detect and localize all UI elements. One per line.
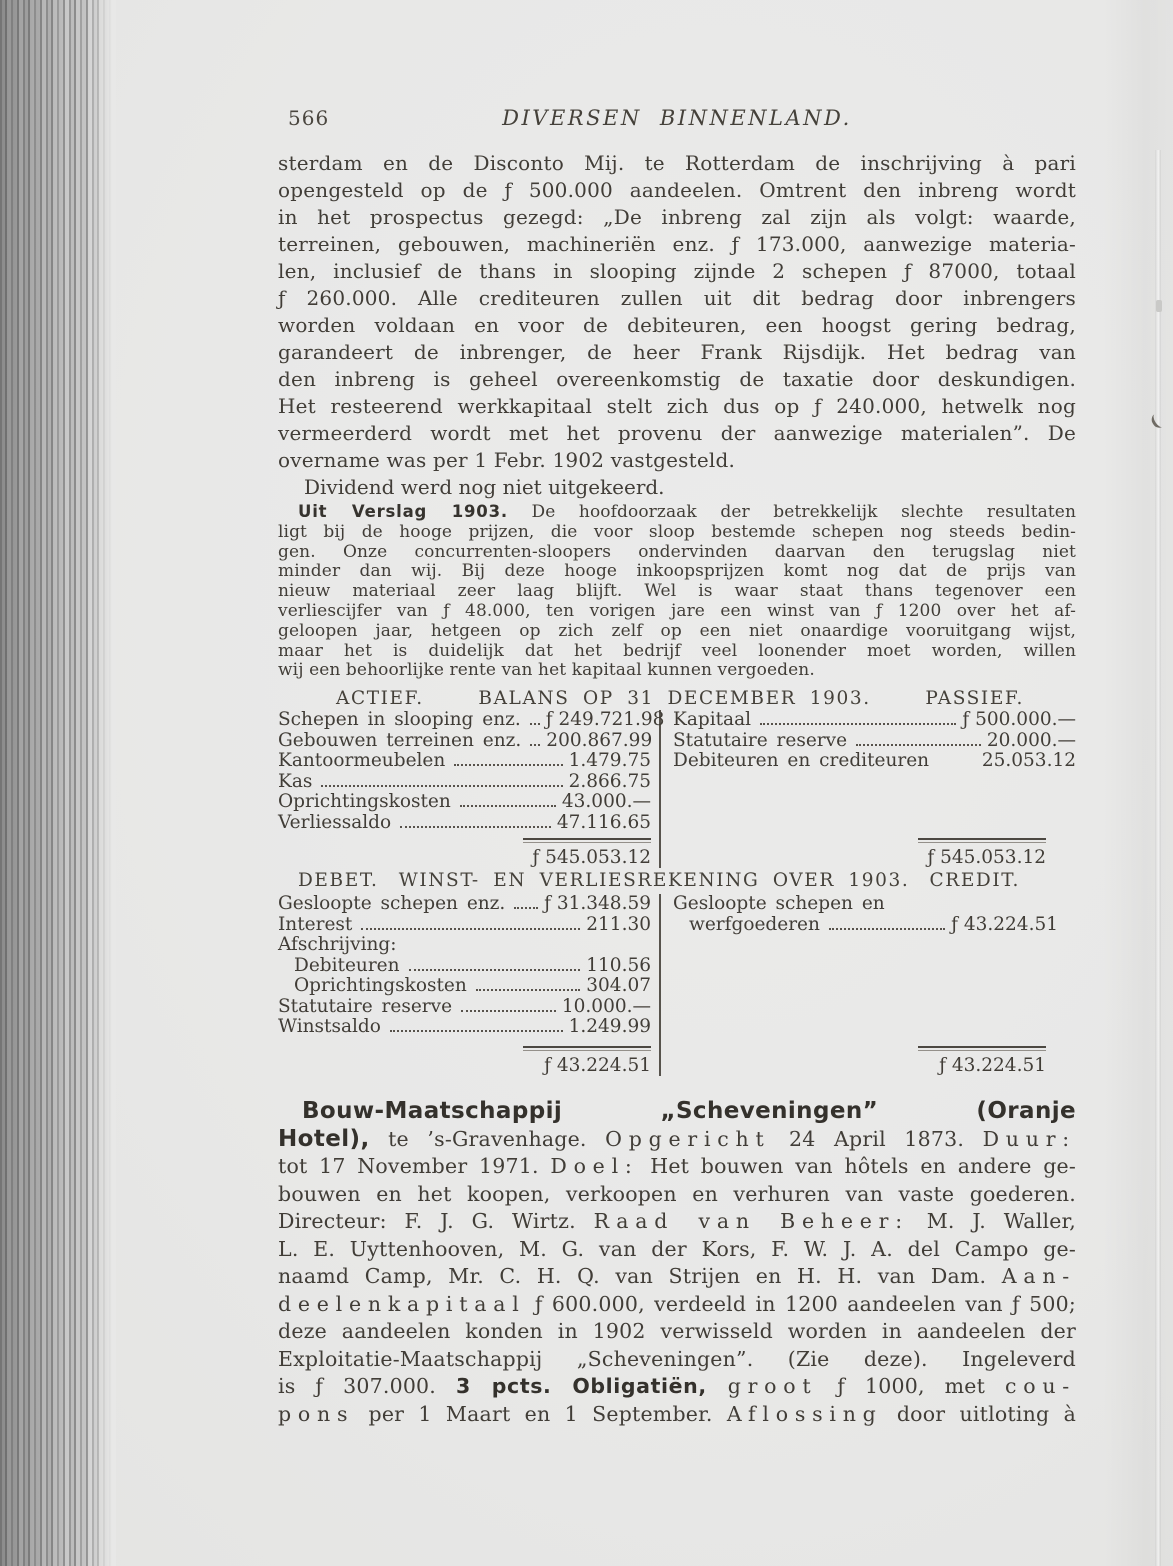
- company-article: [278, 1098, 1076, 1428]
- paragraph-line: vermeerderd wordt met het provenu der aanwezige materialen”. De: [278, 421, 1076, 445]
- leader-dots: [514, 907, 538, 909]
- article-text: te ’s-Gravenhage.: [369, 1126, 606, 1151]
- table-row: [673, 710, 1076, 731]
- leader-dots: [361, 928, 580, 930]
- total-rule: [523, 1046, 651, 1051]
- total-amount: ƒ 43.224.51: [544, 1054, 651, 1076]
- article-line: [278, 1291, 1076, 1319]
- article-line: [278, 1401, 1076, 1429]
- balance-sheet-header: [278, 688, 1076, 709]
- leader-dots: [530, 744, 540, 746]
- article-text: tot 17 November 1971.: [278, 1154, 551, 1178]
- bond-term-bold: 3 pcts. Obligatiën,: [455, 1374, 728, 1398]
- article-line: [278, 1263, 1076, 1291]
- profit-loss-title: WINST- EN VERLIESREKENING OVER 1903.: [398, 870, 910, 891]
- row-amount: 304.07: [586, 975, 651, 996]
- row-label: Debiteuren en crediteuren: [673, 750, 930, 771]
- paragraph-line: ƒ 260.000. Alle crediteuren zullen uit dit bedrag door inbrengers: [278, 286, 1076, 310]
- row-label: Gesloopte schepen enz.: [278, 893, 506, 914]
- row-amount: 200.867.99: [546, 729, 653, 751]
- table-row: [673, 915, 1076, 936]
- annual-report-excerpt: [278, 502, 1076, 681]
- report-line: nieuw materiaal zeer laag blijft. Wel is waar staat thans tegenover een: [278, 581, 1076, 602]
- row-label: Debiteuren: [294, 954, 400, 976]
- passief-label: PASSIEF.: [925, 688, 1024, 709]
- total-amount: ƒ 43.224.51: [939, 1054, 1046, 1076]
- total-amount: ƒ 545.053.12: [532, 846, 651, 868]
- article-text: Het bouwen van hôtels en andere ge-: [638, 1154, 1076, 1178]
- report-line: minder dan wij. Bij deze hooge inkoopsprijzen komt nog dat de prijs van: [278, 561, 1076, 582]
- paragraph-line: overname was per 1 Febr. 1902 vastgesteld.: [278, 448, 736, 472]
- article-text: ƒ 600.000, verdeeld in 1200 aandeelen van ƒ 500;: [525, 1291, 1076, 1316]
- row-label: Statutaire reserve: [278, 995, 453, 1017]
- table-row: [278, 709, 665, 731]
- report-line: wij een behoorlijke rente van het kapitaal kunnen vergoeden.: [278, 660, 815, 681]
- report-lead: Uit Verslag 1903.: [298, 502, 508, 521]
- leader-dots: [321, 785, 562, 787]
- row-amount: 43.000.—: [561, 791, 651, 812]
- profit-loss-table: [278, 894, 1076, 1076]
- article-line: deze aandeelen konden in 1902 verwisseld worden in aandeelen der: [278, 1319, 1076, 1343]
- row-amount: ƒ 43.224.51: [951, 913, 1058, 935]
- leader-dots: [829, 928, 945, 930]
- spaced-term: Doel:: [550, 1154, 639, 1178]
- report-line: geloopen jaar, hetgeen op zich zelf op een niet onaardige vooruitgang wijst,: [278, 620, 1076, 641]
- spaced-term: Aflossing: [726, 1401, 883, 1426]
- row-label: werfgoederen: [689, 913, 820, 935]
- company-heading-line: [278, 1098, 1076, 1126]
- leader-dots: [856, 744, 981, 746]
- debet-label: DEBET.: [298, 870, 379, 891]
- article-line: [278, 1153, 1076, 1181]
- paragraph-line: garandeert de inbrenger, de heer Frank Rijsdijk. Het bedrag van: [278, 340, 1076, 364]
- row-label: Afschrijving:: [278, 934, 397, 955]
- running-title: DIVERSEN BINNENLAND.: [502, 106, 852, 130]
- total-amount: ƒ 545.053.12: [927, 846, 1046, 868]
- report-text: De hoofdoorzaak der betrekkelijk slechte resultaten: [507, 502, 1077, 522]
- article-line: bouwen en het koopen, verkoopen en verhuren van vaste goederen.: [278, 1181, 1076, 1206]
- total-rule: [523, 838, 651, 843]
- leader-dots: [461, 1010, 556, 1012]
- row-amount: 211.30: [586, 913, 651, 935]
- leader-dots: [760, 723, 956, 725]
- leader-dots: [476, 989, 580, 991]
- row-label: Winstsaldo: [278, 1016, 381, 1037]
- leader-dots: [530, 723, 540, 725]
- paragraph-line: terreinen, gebouwen, machineriën enz. ƒ 173.000, aanwezige materia-: [278, 232, 1076, 256]
- leader-dots: [400, 826, 551, 828]
- row-amount: 1.249.99: [568, 1016, 651, 1037]
- article-text: per 1 Maart en 1 September.: [354, 1401, 727, 1426]
- dividend-note: Dividend werd nog niet uitgekeerd.: [304, 475, 665, 499]
- body-paragraph: [278, 150, 1076, 474]
- article-line: [278, 1208, 1076, 1236]
- table-row: [673, 731, 1076, 752]
- profit-loss-header: [278, 870, 1076, 891]
- actief-total-block: [278, 834, 651, 869]
- paragraph-line: in het prospectus gezegd: „De inbreng zal zijn als volgt: waarde,: [278, 205, 1076, 229]
- report-line: ligt bij de hooge prijzen, die voor sloop bestemde schepen nog steeds bedin-: [278, 521, 1076, 542]
- article-text: Directeur: F. J. G. Wirtz.: [278, 1209, 594, 1233]
- passief-total-block: [673, 834, 1076, 869]
- row-label: Schepen in slooping enz.: [278, 709, 521, 730]
- article-line: [278, 1126, 1076, 1154]
- company-name-bold: Bouw-Maatschappij „Scheveningen” (Oranje: [302, 1098, 1076, 1124]
- row-label: Verliessaldo: [278, 811, 392, 833]
- paragraph-line: worden voldaan en voor de debiteuren, een hoogst gering bedrag,: [278, 313, 1076, 337]
- table-row: [278, 772, 651, 793]
- page-edge-line: [1155, 150, 1161, 1566]
- spaced-term: Opgericht: [605, 1126, 771, 1151]
- paragraph-line: len, inclusief de thans in slooping zijnde 2 schepen ƒ 87000, totaal: [278, 259, 1076, 283]
- row-amount: 47.116.65: [556, 811, 651, 833]
- row-label: Gebouwen terreinen enz.: [278, 729, 522, 751]
- row-label: Kas: [278, 770, 313, 792]
- table-row: [278, 935, 651, 956]
- row-amount: 2.866.75: [568, 770, 651, 792]
- row-amount: ƒ 249.721.98: [545, 709, 665, 730]
- table-row: [278, 731, 651, 752]
- passief-column: [661, 710, 1076, 868]
- report-line: [278, 502, 1076, 523]
- table-row: [673, 751, 1076, 772]
- actief-label: ACTIEF.: [336, 688, 424, 709]
- paragraph-line: Het resteerend werkkapitaal stelt zich dus op ƒ 240.000, hetwelk nog: [278, 394, 1076, 418]
- table-row: [278, 751, 651, 772]
- table-row: [278, 997, 651, 1018]
- table-row: [278, 894, 651, 915]
- row-label: Interest: [278, 913, 353, 935]
- spaced-term: cou-: [1004, 1374, 1076, 1398]
- table-row: [278, 792, 651, 813]
- report-line: maar het is duidelijk dat het bedrijf veel loonender moet worden, willen: [278, 640, 1076, 661]
- book-binding-gutter: [0, 0, 116, 1566]
- article-text: 24 April 1873.: [770, 1126, 983, 1151]
- spaced-term: pons: [278, 1401, 355, 1426]
- table-row: [278, 813, 651, 834]
- row-label: Kapitaal: [673, 709, 752, 730]
- total-rule: [918, 838, 1046, 843]
- report-line: gen. Onze concurrenten-sloopers ondervinden daarvan den terugslag niet: [278, 541, 1076, 562]
- spaced-term: groot: [727, 1374, 818, 1398]
- article-text: is ƒ 307.000.: [278, 1374, 456, 1398]
- article-line: [278, 1373, 1076, 1401]
- table-row: [278, 956, 651, 977]
- total-rule: [918, 1046, 1046, 1051]
- spaced-term: deelenkapitaal: [278, 1291, 526, 1316]
- company-name-bold: Hotel),: [278, 1125, 370, 1152]
- row-amount: 1.479.75: [568, 750, 651, 771]
- paragraph-line: sterdam en de Disconto Mij. te Rotterdam de inschrijving à pari: [278, 151, 1076, 175]
- page-edge-shading: [1103, 0, 1173, 1566]
- row-amount: 20.000.—: [986, 729, 1076, 751]
- row-amount: 110.56: [586, 954, 651, 976]
- article-text: ƒ 1000, met: [817, 1374, 1005, 1398]
- row-label: Statutaire reserve: [673, 729, 848, 751]
- table-row: [278, 976, 651, 997]
- spaced-term: Aan-: [1001, 1264, 1076, 1288]
- spaced-term: Raad van Beheer:: [593, 1209, 909, 1233]
- debet-column: [278, 894, 661, 1076]
- debet-total-block: [278, 1042, 651, 1077]
- leader-dots: [390, 1030, 563, 1032]
- credit-total-block: [673, 1042, 1076, 1077]
- leader-dots: [460, 805, 556, 807]
- row-amount: ƒ 31.348.59: [544, 893, 651, 914]
- article-text: M. J. Waller,: [908, 1209, 1076, 1233]
- article-line: Exploitatie-Maatschappij „Scheveningen”. (Zie deze). Ingeleverd: [278, 1346, 1076, 1371]
- balance-sheet-title: BALANS OP 31 DECEMBER 1903.: [478, 688, 871, 709]
- page-number: 566: [288, 106, 330, 130]
- paragraph-line: opengesteld op de ƒ 500.000 aandeelen. Omtrent den inbreng wordt: [278, 178, 1076, 202]
- leader-dots: [454, 764, 562, 766]
- leader-dots: [409, 969, 581, 971]
- spaced-term: Duur:: [982, 1126, 1076, 1151]
- article-text: naamd Camp, Mr. C. H. Q. van Strijen en H. H. van Dam.: [278, 1264, 1002, 1288]
- table-row: [673, 894, 1076, 915]
- actief-column: [278, 709, 665, 868]
- table-row: [278, 1017, 651, 1038]
- paragraph-line: den inbreng is geheel overeenkomstig de taxatie door deskundigen.: [278, 367, 1076, 391]
- row-amount: 25.053.12: [981, 750, 1076, 771]
- article-line: L. E. Uyttenhooven, M. G. van der Kors, F. W. J. A. del Campo ge-: [278, 1236, 1076, 1261]
- credit-label: CREDIT.: [929, 870, 1020, 891]
- row-label: Kantoormeubelen: [278, 750, 446, 771]
- page-edge-notch: [1156, 300, 1162, 312]
- report-line: verliescijfer van ƒ 48.000, ten vorigen jare een winst van ƒ 1200 over het af-: [278, 600, 1076, 621]
- row-label: Oprichtingskosten: [294, 975, 467, 996]
- article-text: door uitloting à: [882, 1401, 1076, 1426]
- row-amount: ƒ 500.000.—: [962, 709, 1076, 730]
- table-row: [278, 915, 651, 936]
- row-label: Oprichtingskosten: [278, 791, 451, 812]
- balance-sheet-table: [278, 710, 1076, 868]
- row-label: Gesloopte schepen en: [673, 893, 885, 914]
- running-head: [278, 106, 1076, 132]
- credit-column: [661, 894, 1076, 1076]
- row-amount: 10.000.—: [561, 995, 651, 1017]
